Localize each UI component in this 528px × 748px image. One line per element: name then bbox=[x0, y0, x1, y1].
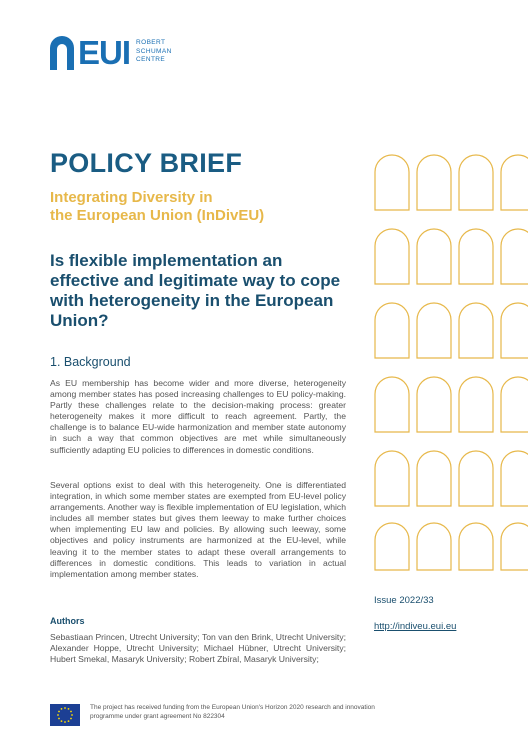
section-title: 1. Background bbox=[50, 355, 131, 369]
paragraph: Several options exist to deal with this heterogeneity. One is differentiated integration, in which some member states are exempted from EU-level policy arrangements. Another way is flexible implementation of EU legislation, which includes all member states but gives them leeway to make further choices when implementing EU law and policies. By allowing such leeway, some objectives and policy instruments are harmonized at the EU-level, while leaving it to the member states to adapt these overall arrangements to differences in domestic conditions. This leads to variation in actual implementation among member states. bbox=[50, 480, 346, 579]
eu-flag-icon bbox=[50, 704, 80, 726]
eui-logo bbox=[50, 36, 172, 72]
paragraph: As EU membership has become wider and more diverse, heterogeneity among member states has posed increasing challenges to EU policy-making. Partly these challenges relate to the decision-making process: greater heterogeneity makes it more difficult to reach agreement. Partly, the challenge is to balance EU-wide harmonization and member state autonomy in such a way that common objectives are met while simultaneously sufficiently adapting EU policies to differences in domestic conditions. bbox=[50, 378, 346, 455]
issue-number: Issue 2022/33 bbox=[374, 595, 434, 606]
authors-heading: Authors bbox=[50, 616, 85, 626]
logo-subtitle: ROBERT SCHUMAN CENTRE bbox=[136, 39, 172, 63]
funding-statement: The project has received funding from the European Union's Horizon 2020 research and innovation programme under grant agreement No 822304 bbox=[90, 704, 375, 720]
project-link[interactable]: http://indiveu.eui.eu bbox=[374, 621, 457, 632]
decorative-arches bbox=[372, 152, 528, 572]
eui-arch-icon bbox=[50, 36, 74, 70]
brief-headline: Is flexible implementation an effective and legitimate way to cope with heterogeneity in the European Union? bbox=[50, 251, 341, 330]
document-type: POLICY BRIEF bbox=[50, 148, 243, 178]
project-subtitle: Integrating Diversity in the European Union (InDivEU) bbox=[50, 189, 265, 224]
logo-brand: EUI bbox=[78, 34, 131, 71]
authors-list: Sebastiaan Princen, Utrecht University; Ton van den Brink, Utrecht University; Alexander Hoppe, Utrecht University; Michael Hübner, Utrecht University; Hubert Smekal, Masaryk University; Robert Zbíral, Masaryk University; bbox=[50, 632, 346, 665]
funding-footer bbox=[50, 704, 480, 730]
